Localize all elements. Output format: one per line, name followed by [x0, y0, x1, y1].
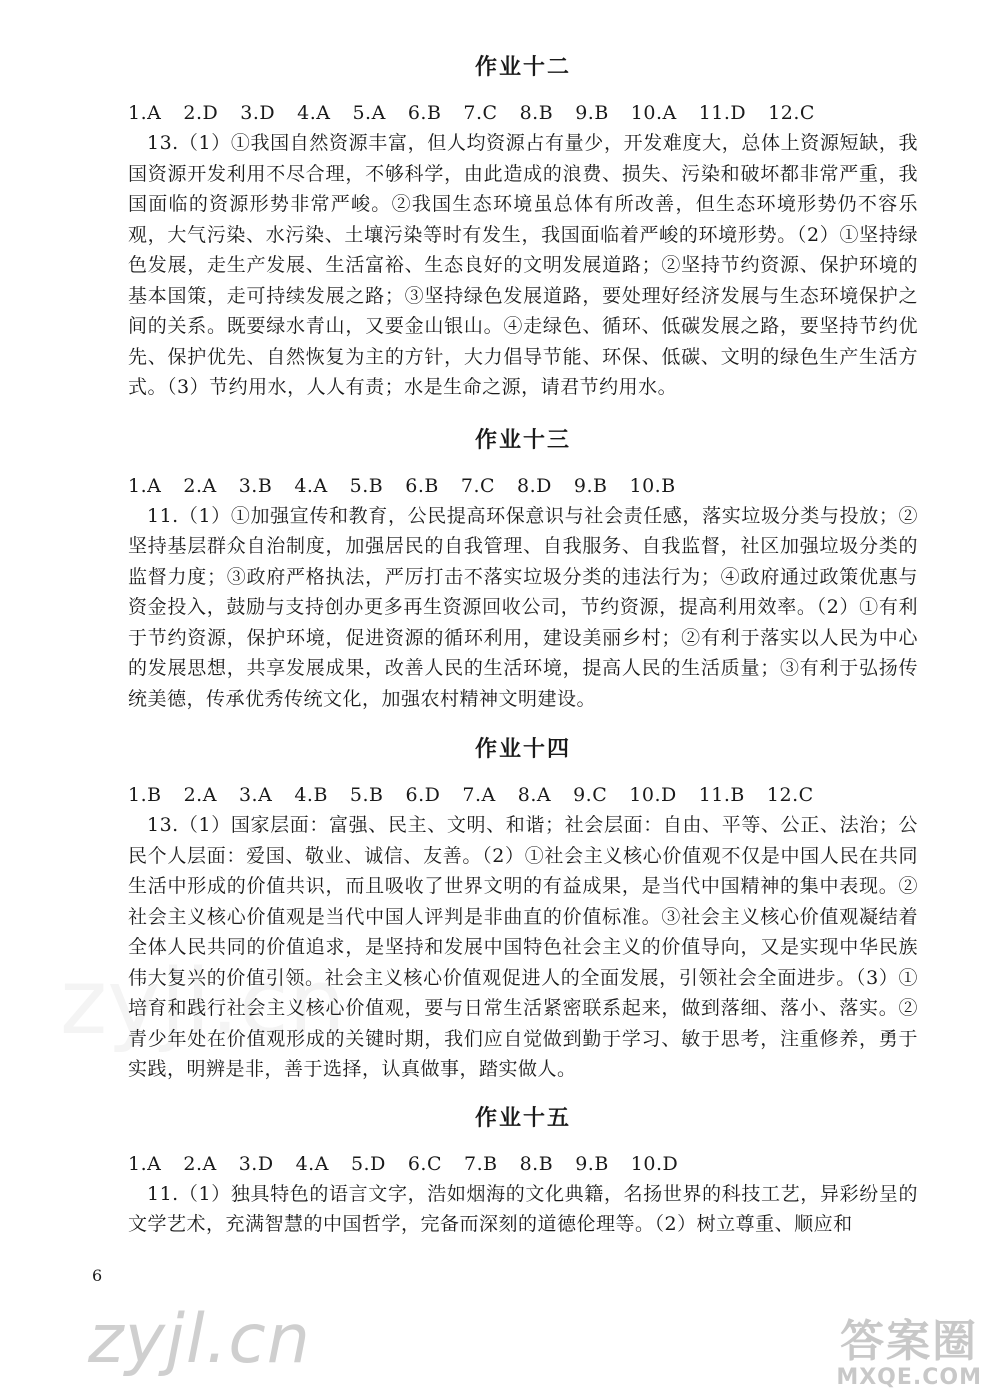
answer-item: 12.C — [766, 784, 814, 806]
answer-item: 10.D — [629, 784, 677, 806]
answer-item: 4.A — [294, 474, 328, 497]
answer-item: 10.D — [630, 1152, 679, 1175]
section-homework-15 — [128, 1103, 918, 1240]
choice-answers — [128, 98, 918, 128]
answer-item: 10.B — [629, 474, 676, 497]
answer-page — [128, 52, 918, 1240]
essay-answer: 11.（1）①加强宣传和教育，公民提高环保意识与社会责任感，落实垃圾分类与投放；②坚持基层群众自治制度，加强居民的自我管理、自我服务、自我监督，社区加强垃圾分类的监督力度；③政府严格执法，严厉打击不落实垃圾分类的违法行为；④政府通过政策优惠与资金投入，鼓励与支持创办更多再生资源回收公司，节约资源，提高利用效率。（2）①有利于节约资源，保护环境，促进资源的循环利用，建设美丽乡村；②有利于落实以人民为中心的发展思想，共享发展成果，改善人民的生活环境，提高人民的生活质量；③有利于弘扬传统美德，传承优秀传统文化，加强农村精神文明建设。 — [128, 504, 918, 710]
answer-item: 2.A — [183, 474, 217, 497]
answer-item: 8.B — [519, 102, 554, 124]
section-homework-14 — [128, 734, 918, 1085]
answer-item: 3.D — [238, 1152, 274, 1175]
choice-answers — [128, 1149, 918, 1179]
answer-item: 9.B — [573, 474, 608, 497]
answer-item: 6.C — [407, 1152, 442, 1175]
answer-item: 3.B — [238, 474, 273, 497]
answer-item: 11.B — [698, 784, 745, 806]
answer-item: 9.C — [573, 784, 608, 806]
answer-item: 4.A — [295, 1152, 329, 1175]
answer-item: 10.A — [630, 102, 677, 124]
zyjl-watermark: zyjl.cn — [88, 1300, 311, 1379]
answer-item: 7.C — [463, 102, 498, 124]
answer-item: 1.A — [128, 102, 162, 124]
answer-item: 12.C — [768, 102, 815, 124]
section-homework-12 — [128, 52, 918, 403]
answer-item: 7.C — [460, 474, 496, 497]
answer-item: 5.B — [349, 474, 384, 497]
section-title: 作业十二 — [474, 55, 571, 80]
faint-watermark-mid: zyjl.cn — [60, 950, 346, 1055]
answer-item: 5.D — [350, 1152, 386, 1175]
answer-item: 3.D — [240, 102, 276, 124]
choice-answers — [128, 471, 918, 501]
answer-item: 9.B — [575, 102, 609, 124]
essay-answer: 11.（1）独具特色的语言文字，浩如烟海的文化典籍，名扬世界的科技工艺，异彩纷呈的文学艺术，充满智慧的中国哲学，完备而深刻的道德伦理等。（2）树立尊重、顺应和 — [128, 1182, 918, 1235]
answer-item: 7.A — [462, 784, 496, 806]
essay-answer: 13.（1）国家层面：富强、民主、文明、和谐；社会层面：自由、平等、公正、法治；公民个人层面：爱国、敬业、诚信、友善。（2）①社会主义核心价值观不仅是中国人民在共同生活中形成的价值共识，而且吸收了世界文明的有益成果，是当代中国精神的集中表现。②社会主义核心价值观是当代中国人评判是非曲直的价值标准。③社会主义核心价值观凝结着全体人民共同的价值追求，是坚持和发展中国特色社会主义的价值导向，又是实现中华民族伟大复兴的价值引领。社会主义核心价值观促进人的全面发展，引领社会全面进步。（3）①培育和践行社会主义核心价值观，要与日常生活紧密联系起来，做到落细、落小、落实。②青少年处在价值观形成的关键时期，我们应自觉做到勤于学习、敏于思考，注重修养，勇于实践，明辨是非，善于选择，认真做事，踏实做人。 — [128, 814, 918, 1080]
answer-item: 8.A — [517, 784, 552, 806]
page-number: 6 — [92, 1266, 103, 1285]
answer-item: 2.A — [183, 1152, 217, 1175]
answer-item: 3.A — [238, 784, 273, 806]
choice-answers — [128, 780, 918, 810]
mxqe-watermark — [836, 1318, 982, 1390]
answer-item: 11.D — [698, 102, 747, 124]
answer-item: 2.D — [183, 102, 219, 124]
answer-item: 1.A — [128, 474, 162, 497]
answer-item: 6.B — [405, 474, 439, 497]
section-title: 作业十五 — [474, 1105, 571, 1131]
answer-item: 8.D — [517, 474, 552, 497]
essay-answer: 13.（1）①我国自然资源丰富，但人均资源占有量少，开发难度大，总体上资源短缺，我国资源开发利用不尽合理，不够科学，由此造成的浪费、损失、污染和破坏都非常严重，我国面临的资源形势非常严峻。②我国生态环境虽总体有所改善，但生态环境形势仍不容乐观，大气污染、水污染、土壤污染等时有发生，我国面临着严峻的环境形势。（2）①坚持绿色发展，走生产发展、生活富裕、生态良好的文明发展道路；②坚持节约资源、保护环境的基本国策，走可持续发展之路；③坚持绿色发展道路，要处理好经济发展与生态环境保护之间的关系。既要绿水青山，又要金山银山。④走绿色、循环、低碳发展之路，要坚持节约优先、保护优先、自然恢复为主的方针，大力倡导节能、环保、低碳、文明的绿色生产生活方式。（3）节约用水，人人有责；水是生命之源，请君节约用水。 — [128, 132, 918, 398]
watermark-cn-text: 答案圈 — [840, 1316, 979, 1367]
section-title: 作业十三 — [474, 427, 571, 453]
answer-item: 6.B — [407, 102, 442, 124]
answer-item: 4.A — [297, 102, 331, 124]
section-title: 作业十四 — [474, 737, 571, 762]
answer-item: 6.D — [405, 784, 441, 806]
answer-item: 5.B — [349, 784, 384, 806]
answer-item: 8.B — [519, 1152, 554, 1175]
answer-item: 1.A — [128, 1152, 162, 1175]
answer-item: 7.B — [464, 1152, 498, 1175]
answer-item: 5.A — [352, 102, 386, 124]
answer-item: 4.B — [294, 784, 328, 806]
answer-item: 1.B — [128, 784, 162, 806]
section-homework-13 — [128, 425, 918, 715]
watermark-en-text: MXQE.COM — [836, 1365, 982, 1390]
answer-item: 9.B — [575, 1152, 609, 1175]
answer-item: 2.A — [183, 784, 217, 806]
